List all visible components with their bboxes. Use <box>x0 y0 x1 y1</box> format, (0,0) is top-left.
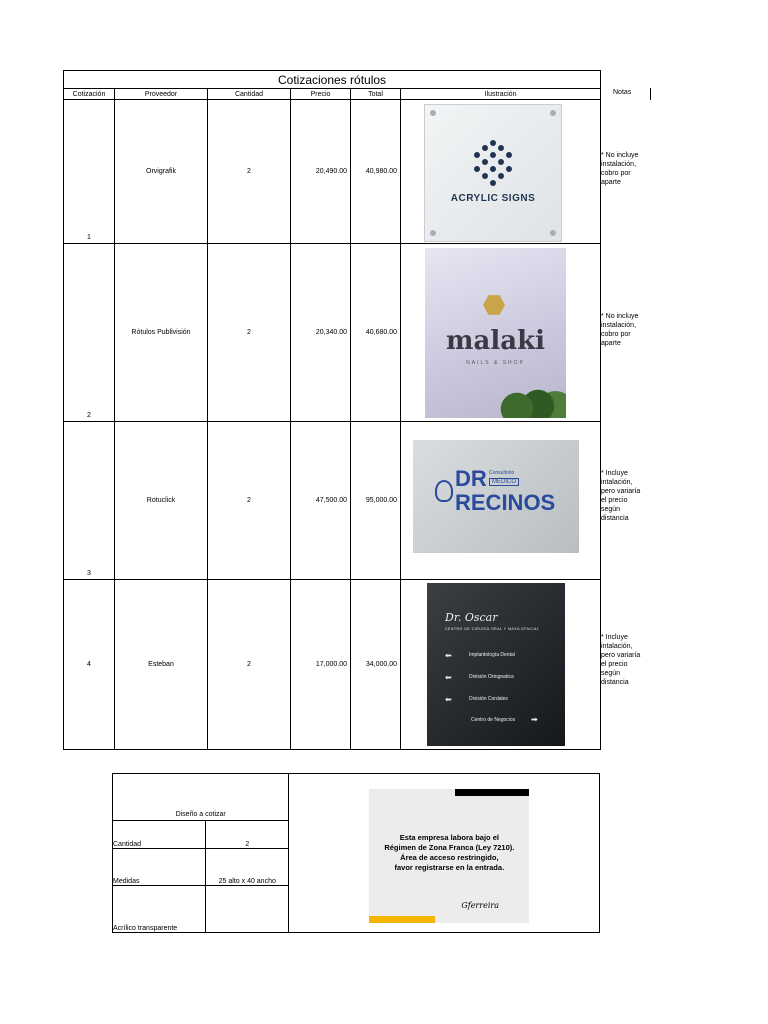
table-row <box>64 422 601 580</box>
sign-small-a: Consultorio <box>489 470 515 476</box>
design-image-cell <box>289 774 600 933</box>
precio-cell: 20,340.00 <box>291 244 351 422</box>
header-ilustracion: Ilustración <box>401 89 601 100</box>
proveedor-cell: Esteban <box>115 580 208 750</box>
signature: Gferreira <box>461 901 499 910</box>
header-row <box>64 89 601 100</box>
notice-sign-image <box>369 789 529 923</box>
header-precio: Precio <box>291 89 351 100</box>
yellow-bar <box>369 916 435 923</box>
table-row <box>64 244 601 422</box>
illustration-cell <box>401 100 601 244</box>
sign-item: División Cordales <box>469 696 508 702</box>
gold-hexagon-icon <box>483 294 505 316</box>
cotizacion-cell: 2 <box>64 244 115 422</box>
arrow-right-icon: ➡ <box>531 715 538 724</box>
medidas-value: 25 alto x 40 ancho <box>206 849 289 886</box>
precio-cell: 17,000.00 <box>291 580 351 750</box>
sign-item: Centro de Negocios <box>471 717 516 723</box>
arrow-left-icon: ⬅ <box>445 673 452 682</box>
header-cotizacion: Cotización <box>64 89 115 100</box>
material-label: Acrílico transparente <box>113 886 206 933</box>
proveedor-cell: Orvigrafik <box>115 100 208 244</box>
design-table <box>112 773 600 933</box>
hexagon-logo-icon <box>425 105 561 241</box>
sign-text-dr: DR <box>455 466 487 491</box>
cotizacion-cell: 3 <box>64 422 115 580</box>
arrow-left-icon: ⬅ <box>445 695 452 704</box>
design-title: Diseño a cotizar <box>113 774 289 821</box>
black-bar <box>455 789 529 796</box>
proveedor-cell: Rotuclick <box>115 422 208 580</box>
cantidad-cell: 2 <box>208 422 291 580</box>
illustration-cell <box>401 422 601 580</box>
illustration-cell <box>401 580 601 750</box>
proveedor-cell: Rótulos Publivisión <box>115 244 208 422</box>
sign-image-malaki <box>425 248 566 418</box>
quotes-table <box>63 70 601 750</box>
notice-text: Esta empresa labora bajo el Régimen de Zona Franca (Ley 7210). Área de acceso restringido, favor registrarse en la entrada. <box>384 833 515 872</box>
cantidad-cell: 2 <box>208 244 291 422</box>
total-cell: 40,680.00 <box>351 244 401 422</box>
cantidad-cell: 2 <box>208 100 291 244</box>
cell-cursor <box>650 88 651 100</box>
precio-cell: 47,500.00 <box>291 422 351 580</box>
total-cell: 40,980.00 <box>351 100 401 244</box>
table-row <box>64 100 601 244</box>
illustration-cell <box>401 244 601 422</box>
header-cantidad: Cantidad <box>208 89 291 100</box>
sign-text-recinos: RECINOS <box>455 490 556 515</box>
notes-row-3: * Incluye intalación, pero variaría el precio según distancia <box>601 470 641 522</box>
sign-subtext: NAILS & SHOP <box>466 360 525 366</box>
sign-text: malaki <box>446 326 545 356</box>
cantidad-label: Cantidad <box>113 821 206 849</box>
heart-logo-icon <box>435 480 453 502</box>
sign-image-acrylic <box>424 104 562 242</box>
total-cell: 95,000.00 <box>351 422 401 580</box>
header-total: Total <box>351 89 401 100</box>
cotizacion-cell: 4 <box>64 580 115 750</box>
sign-item: División Ortognatica <box>469 674 514 680</box>
sign-item: Implantología Dental <box>469 652 515 658</box>
sign-small-b: MÉDICO <box>489 478 519 486</box>
plant-decoration <box>496 388 566 418</box>
header-notas: Notas <box>613 89 632 96</box>
sheet-title: Cotizaciones rótulos <box>64 71 601 89</box>
sign-subheading: CENTRO DE CIRUGÍA ORAL Y MAXILOFACIAL <box>445 627 540 631</box>
total-cell: 34,000.00 <box>351 580 401 750</box>
table-row <box>64 580 601 750</box>
notes-row-2: * No incluye instalación, cobro por aparte <box>601 313 639 347</box>
sign-image-directory <box>427 583 565 746</box>
arrow-left-icon: ⬅ <box>445 651 452 660</box>
cotizacion-cell: 1 <box>64 100 115 244</box>
material-value <box>206 886 289 933</box>
sign-heading: Dr. Oscar <box>445 611 498 624</box>
cantidad-value: 2 <box>206 821 289 849</box>
notes-row-4: * Incluye intalación, pero variaría el precio según distancia <box>601 634 641 686</box>
header-proveedor: Proveedor <box>115 89 208 100</box>
medidas-label: Medidas <box>113 849 206 886</box>
cantidad-cell: 2 <box>208 580 291 750</box>
precio-cell: 20,490.00 <box>291 100 351 244</box>
sign-image-recinos <box>413 440 579 553</box>
notes-row-1: * No incluye instalación, cobro por aparte <box>601 152 639 186</box>
sign-text: ACRYLIC SIGNS <box>450 193 536 204</box>
